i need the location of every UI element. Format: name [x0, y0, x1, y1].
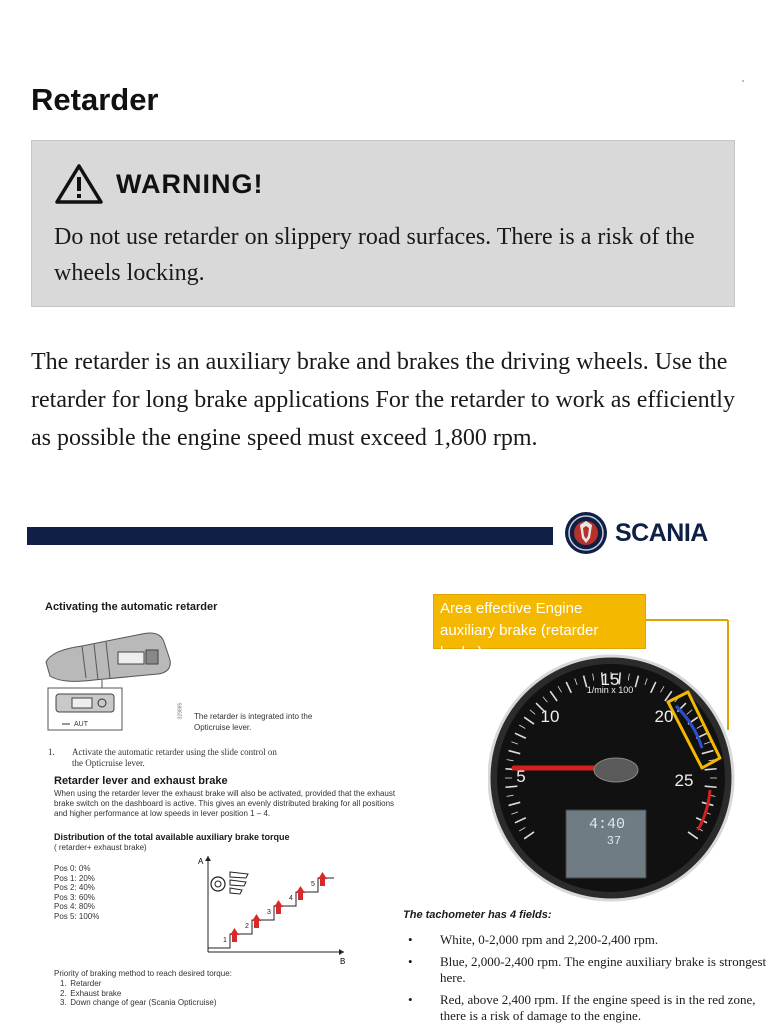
lever-caption: The retarder is integrated into the Opticruise lever.	[194, 712, 313, 732]
brake-icon	[211, 877, 225, 891]
list-item: Pos 1: 20%	[54, 873, 95, 883]
step-label: 2	[245, 923, 249, 930]
subsection-text: When using the retarder lever the exhaust brake will also be activated, provided that the exhaust brake switch on the dashboard is active. This gives an evenly distributed braking for all positions and higher performance at low speeds in lever position 1 – 4.	[54, 789, 396, 818]
step-label: 5	[311, 881, 315, 888]
priority-text: Retarder	[70, 979, 102, 988]
priority-title: Priority of braking method to reach desired torque:	[54, 969, 232, 978]
gauge-tick	[705, 786, 717, 787]
step-1	[48, 747, 348, 769]
step-arrow-head	[318, 872, 327, 879]
warning-box	[31, 140, 735, 307]
x-axis-label: B	[340, 957, 346, 966]
list-item	[54, 998, 217, 1008]
display-temp: 37	[606, 834, 622, 848]
list-item	[54, 979, 217, 989]
callout-box: Area effective Engine auxiliary brake (retarder brake)	[433, 594, 646, 649]
y-axis-arrow	[205, 856, 211, 861]
step-arrow-head	[252, 914, 261, 921]
gauge-tick-label: 25	[674, 771, 694, 790]
step-line-1: Activate the automatic retarder using the slide control on	[72, 747, 277, 757]
step-arrow	[298, 893, 303, 900]
gauge-tick	[505, 786, 517, 787]
warning-triangle-icon	[54, 163, 104, 205]
needle-hub	[594, 758, 638, 782]
step-line-2: the Opticruise lever.	[72, 758, 145, 768]
gauge-tick-label: 5	[516, 767, 526, 786]
y-axis-label: A	[198, 857, 204, 866]
priority-list	[54, 979, 217, 1008]
tachometer-title: The tachometer has 4 fields:	[403, 909, 552, 921]
gauge-tick-label: 15	[600, 670, 620, 689]
warning-heading	[54, 163, 263, 205]
list-item: Pos 0: 0%	[54, 864, 91, 873]
gauge-tick	[705, 769, 717, 770]
step-arrow	[232, 935, 237, 942]
gauge-tick-label: 10	[540, 707, 560, 726]
distribution-title: Distribution of the total available auxiliary brake torque	[54, 832, 290, 842]
scania-logo	[563, 510, 708, 556]
step-arrow	[276, 907, 281, 914]
brake-icon-inner	[215, 881, 221, 887]
priority-text: Exhaust brake	[70, 988, 122, 998]
position-list	[54, 864, 99, 921]
step-label: 1	[223, 937, 227, 944]
figure-number: 329885	[177, 702, 184, 720]
subsection-title: Retarder lever and exhaust brake	[54, 775, 228, 787]
list-item: • Blue, 2,000-2,400 rpm. The engine auxiliary brake is strongest here.	[408, 954, 768, 986]
gauge-tick-label: 20	[654, 707, 674, 726]
priority-number: 2.	[60, 988, 67, 998]
x-axis-arrow	[339, 949, 344, 955]
tachometer-fields	[408, 932, 768, 1024]
gauge-unit: 1/min x 100	[586, 685, 634, 695]
torque-step-chart	[190, 848, 350, 966]
display-time: 4:40	[588, 816, 626, 833]
step-arrow-head	[296, 886, 305, 893]
distribution-subtitle: ( retarder+ exhaust brake)	[54, 843, 147, 852]
brand-bar	[27, 527, 553, 545]
list-item	[54, 989, 217, 999]
list-item: • Red, above 2,400 rpm. If the engine speed is in the red zone, there is a risk of damage to the engine.	[408, 992, 768, 1024]
scania-wordmark: SCANIA	[615, 518, 708, 547]
lever-positions-icon	[230, 872, 248, 894]
step-label: 3	[267, 909, 271, 916]
tachometer-gauge	[488, 618, 738, 908]
step-arrow	[254, 921, 259, 928]
section-title: Activating the automatic retarder	[45, 601, 218, 613]
priority-number: 1.	[60, 979, 67, 988]
step-number: 1.	[48, 747, 55, 757]
page-title: Retarder	[31, 82, 159, 117]
opticruise-lever-illustration	[42, 620, 182, 732]
step-arrow-head	[230, 928, 239, 935]
warning-text: Do not use retarder on slippery road surfaces. There is a risk of the wheels locking.	[54, 224, 695, 286]
list-item: Pos 2: 40%	[54, 883, 95, 892]
priority-text: Down change of gear (Scania Opticruise)	[70, 998, 217, 1007]
lever-aut-label: AUT	[74, 721, 88, 728]
step-arrow	[320, 879, 325, 886]
list-item: Pos 3: 60%	[54, 892, 95, 902]
step-label: 4	[289, 895, 293, 902]
warning-title: WARNING!	[116, 168, 264, 199]
list-item: • White, 0-2,000 rpm and 2,200-2,400 rpm.	[408, 932, 768, 948]
scania-griffin-icon	[563, 510, 609, 556]
decor-dot	[742, 80, 744, 82]
priority-number: 3.	[60, 998, 67, 1007]
intro-paragraph: The retarder is an auxiliary brake and brakes the driving wheels. Use the retarder for long brake applications For the retarder to work as efficiently as possible the engine speed must exceed 1,800 rpm.	[31, 349, 735, 451]
list-item: Pos 5: 100%	[54, 911, 100, 921]
step-arrow-head	[274, 900, 283, 907]
list-item: Pos 4: 80%	[54, 902, 95, 911]
